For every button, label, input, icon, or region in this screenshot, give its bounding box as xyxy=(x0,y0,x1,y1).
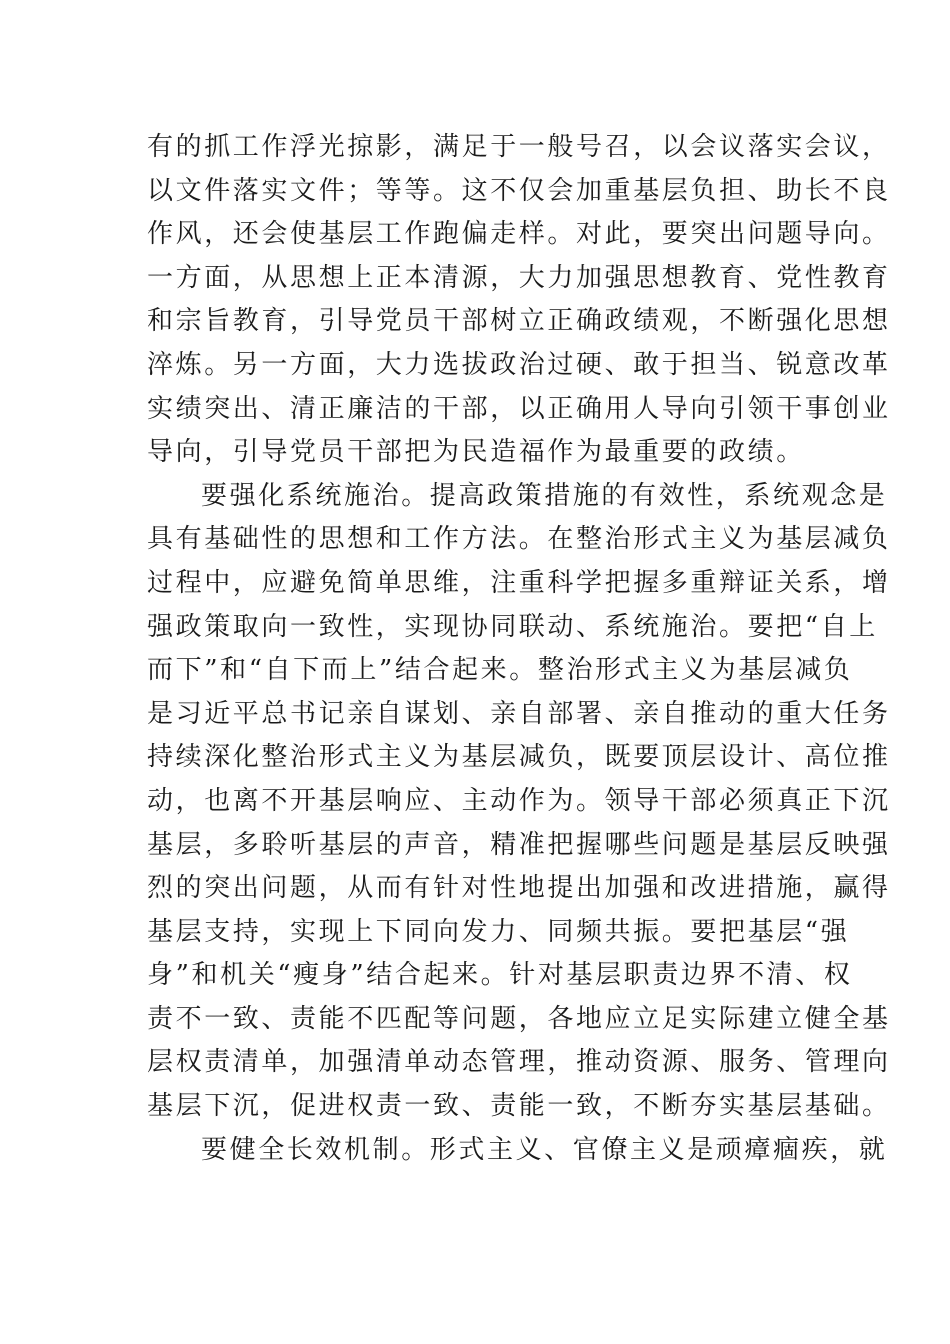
text-line: 动，也离不开基层响应、主动作为。领导干部必须真正下沉 xyxy=(147,785,891,816)
text-line: 一方面，从思想上正本清源，大力加强思想教育、党性教育 xyxy=(147,262,891,293)
text-line: 基层下沉，促进权责一致、责能一致，不断夯实基层基础。 xyxy=(147,1091,891,1122)
text-line: 过程中，应避免简单思维，注重科学把握多重辩证关系，增 xyxy=(147,567,891,598)
text-line: 以文件落实文件；等等。这不仅会加重基层负担、助长不良 xyxy=(147,175,891,206)
text-line: 身”和机关“瘦身”结合起来。针对基层职责边界不清、权 xyxy=(147,960,853,991)
text-line: 基层支持，实现上下同向发力、同频共振。要把基层“强 xyxy=(147,916,850,947)
text-line: 和宗旨教育，引导党员干部树立正确政绩观，不断强化思想 xyxy=(147,306,891,337)
text-line: 淬炼。另一方面，大力选拔政治过硬、敢于担当、锐意改革 xyxy=(147,349,891,380)
text-line: 实绩突出、清正廉洁的干部，以正确用人导向引领干事创业 xyxy=(147,393,891,424)
text-line: 作风，还会使基层工作跑偏走样。对此，要突出问题导向。 xyxy=(147,219,891,250)
text-line: 有的抓工作浮光掠影，满足于一般号召，以会议落实会议， xyxy=(147,132,891,162)
paragraph-start-line: 要健全长效机制。形式主义、官僚主义是顽瘴痼疾，就 xyxy=(201,1134,888,1165)
paragraph-start-line: 要强化系统施治。提高政策措施的有效性，系统观念是 xyxy=(201,480,888,511)
text-line: 基层，多聆听基层的声音，精准把握哪些问题是基层反映强 xyxy=(147,829,891,860)
text-line: 导向，引导党员干部把为民造福作为最重要的政绩。 xyxy=(147,437,805,468)
text-line: 层权责清单，加强清单动态管理，推动资源、服务、管理向 xyxy=(147,1047,891,1078)
text-line: 烈的突出问题，从而有针对性地提出加强和改进措施，赢得 xyxy=(147,873,891,904)
text-line: 而下”和“自下而上”结合起来。整治形式主义为基层减负 xyxy=(147,655,853,686)
text-line: 强政策取向一致性，实现协同联动、系统施治。要把“自上 xyxy=(147,611,878,642)
text-line: 具有基础性的思想和工作方法。在整治形式主义为基层减负 xyxy=(147,524,891,555)
text-line: 是习近平总书记亲自谋划、亲自部署、亲自推动的重大任务 xyxy=(147,698,891,729)
text-line: 责不一致、责能不匹配等问题，各地应立足实际建立健全基 xyxy=(147,1003,891,1034)
body-text xyxy=(147,126,891,1172)
text-line: 持续深化整治形式主义为基层减负，既要顶层设计、高位推 xyxy=(147,742,891,773)
